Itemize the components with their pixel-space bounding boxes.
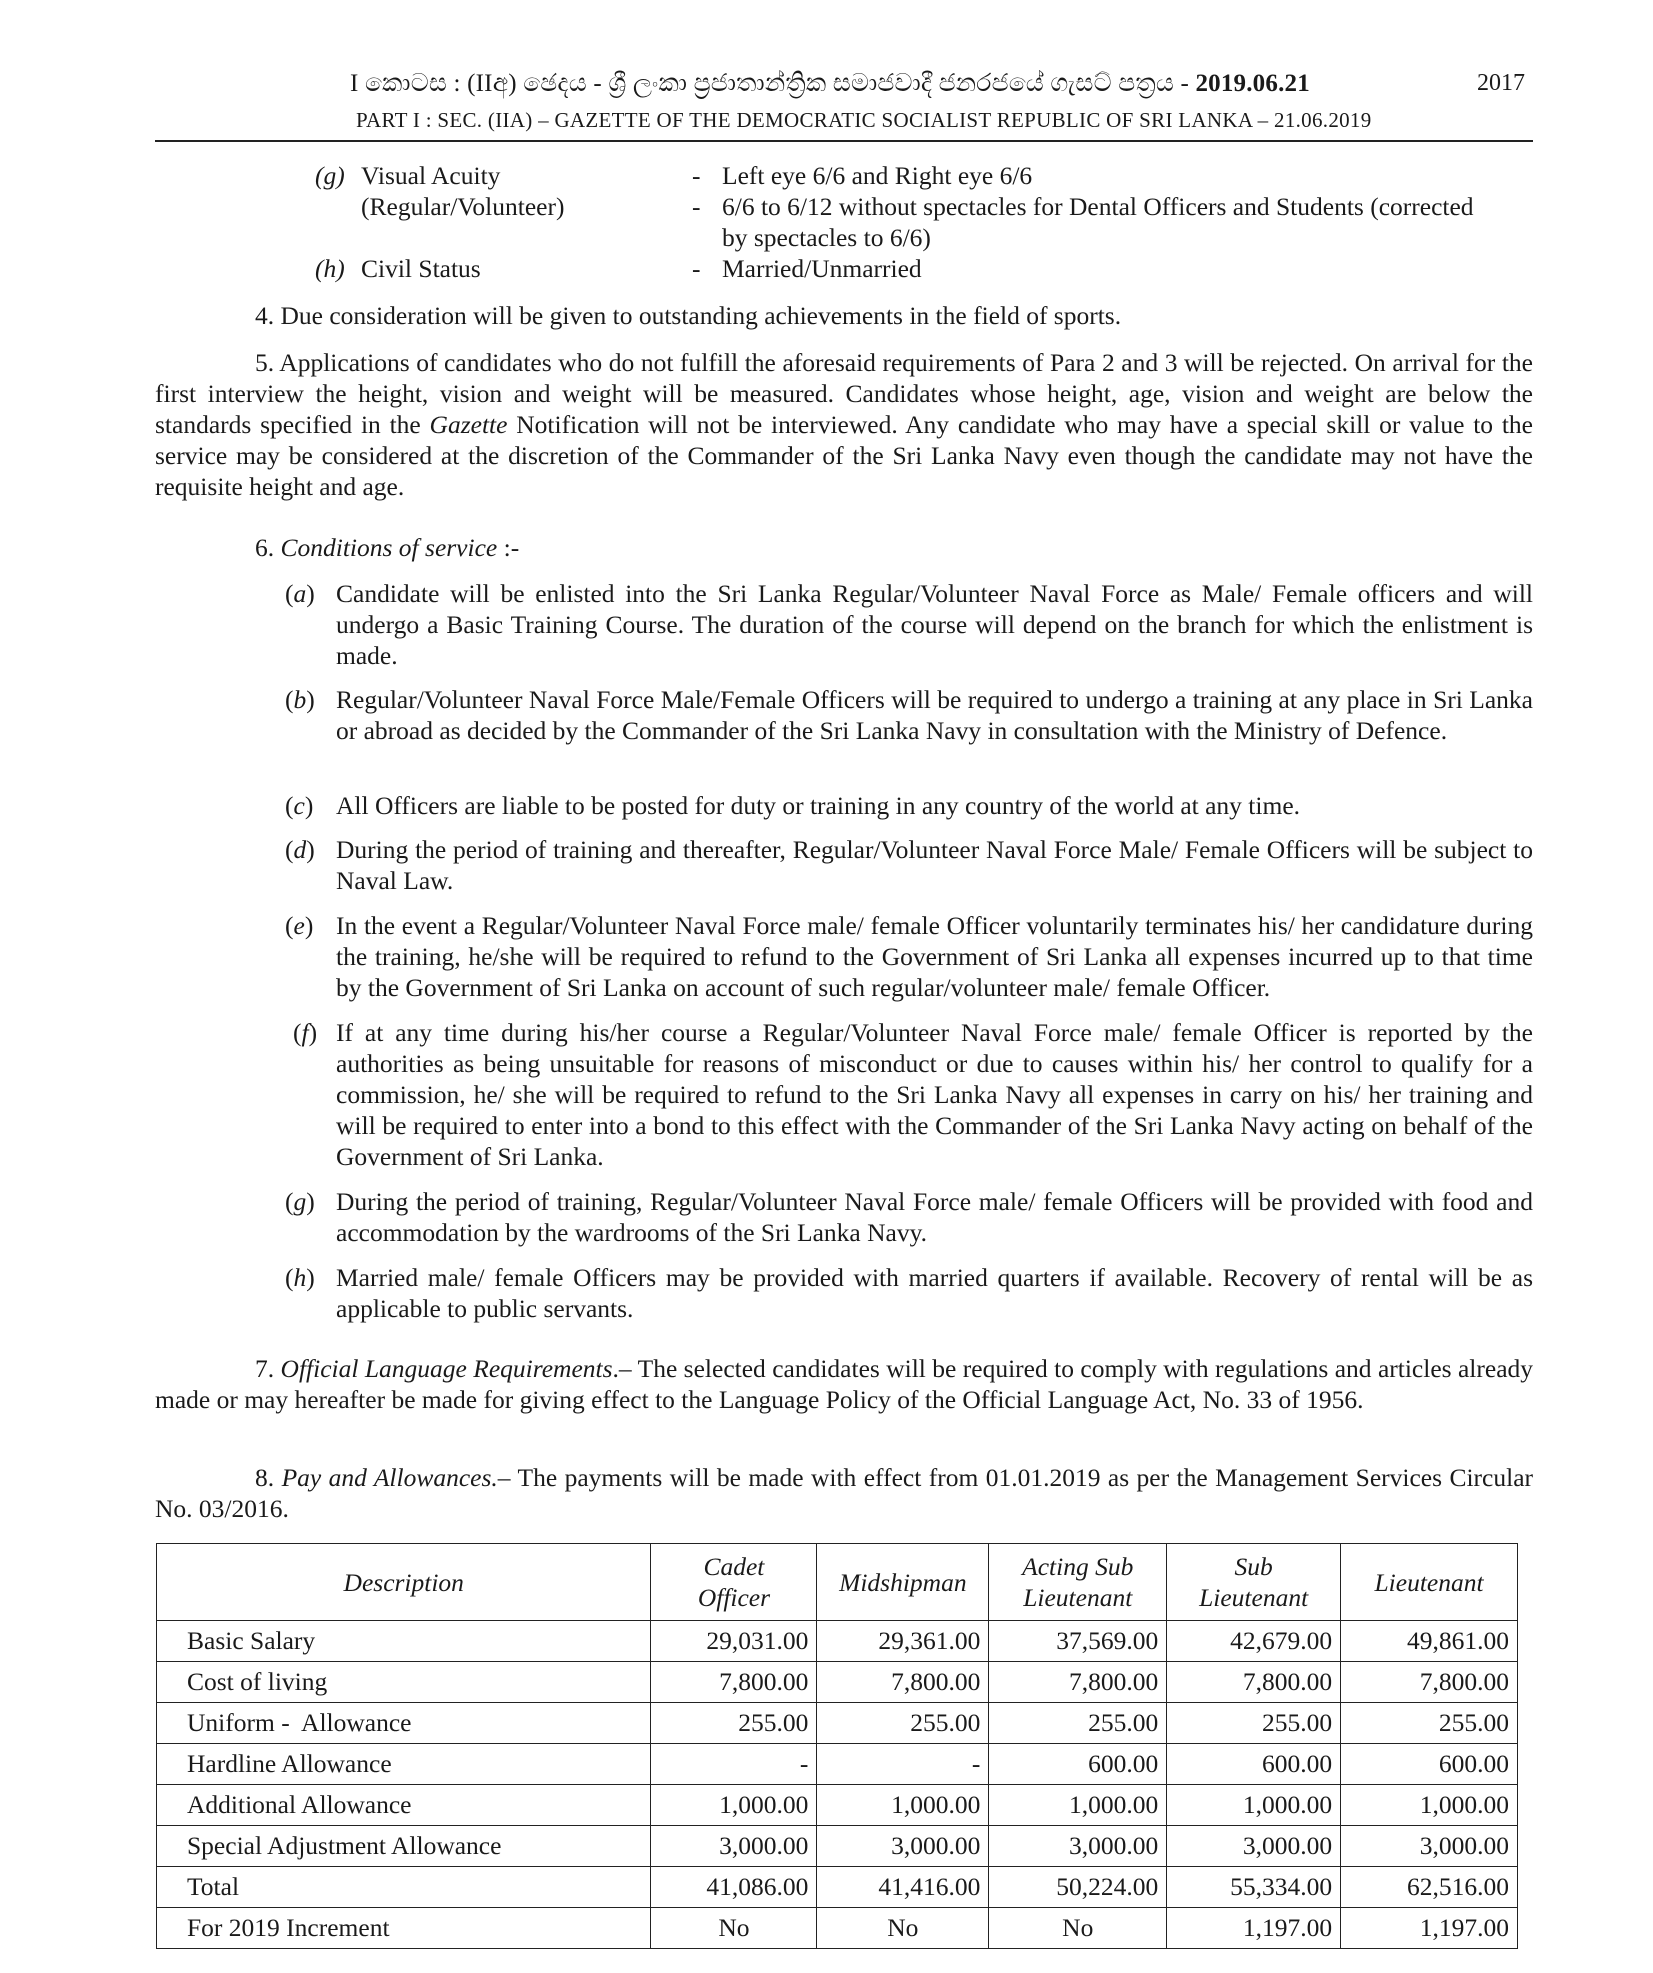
sinhala-header-text: I කොටස : (IIඅ) ඡෙදය - ශ්‍රී ලංකා ප්‍රජාතාන්ත්‍රික සමාජවාදී ජනරජයේ ගැසට් පත්‍රය - bbox=[350, 70, 1189, 97]
condition-item-label: (b) bbox=[285, 685, 315, 714]
spec-g-value1: Left eye 6/6 and Right eye 6/6 bbox=[722, 161, 1033, 190]
table-cell: 50,224.00 bbox=[989, 1867, 1167, 1908]
table-cell: No bbox=[989, 1908, 1167, 1949]
page-number: 2017 bbox=[1477, 70, 1525, 96]
paragraph-5: 5. Applications of candidates who do not fulfill the aforesaid requirements of Para 2 and 3 will be rejected. On arrival for the first interview the height, vision and weight will be measured. Candidates whose height, age, vision and weight are below the standards specified in the Gazette Notification will not be interviewed. Any candidate who may have a special skill or value to the service may be considered at the discretion of the Commander of the Sri Lanka Navy even though the candidate may not have the requisite height and age. bbox=[155, 348, 1533, 501]
table-cell: - bbox=[817, 1744, 989, 1785]
column-header-description: Description bbox=[157, 1544, 651, 1621]
paragraph-8: 8. Pay and Allowances.– The payments will be made with effect from 01.01.2019 as per the Management Services Circular No. 03/2016. bbox=[155, 1463, 1534, 1523]
table-cell: 255.00 bbox=[817, 1703, 989, 1744]
table-cell: 600.00 bbox=[989, 1744, 1167, 1785]
table-cell: 255.00 bbox=[651, 1703, 817, 1744]
english-header: PART I : SEC. (IIA) – GAZETTE OF THE DEMOCRATIC SOCIALIST REPUBLIC OF SRI LANKA – 21.06.2019 bbox=[356, 108, 1372, 132]
table-cell: 62,516.00 bbox=[1341, 1867, 1518, 1908]
condition-item-b bbox=[285, 684, 1533, 746]
column-header-lieutenant: Lieutenant bbox=[1341, 1544, 1518, 1621]
condition-item-label: (a) bbox=[285, 579, 315, 608]
condition-item-a bbox=[285, 578, 1533, 671]
table-cell: 1,000.00 bbox=[1167, 1785, 1341, 1826]
table-cell: 55,334.00 bbox=[1167, 1867, 1341, 1908]
gazette-term: Gazette bbox=[429, 410, 508, 439]
spec-g-title: Visual Acuity bbox=[361, 161, 501, 190]
spec-g-subtitle: (Regular/Volunteer) bbox=[361, 192, 565, 221]
table-cell: 1,000.00 bbox=[989, 1785, 1167, 1826]
condition-item-c bbox=[285, 790, 1533, 821]
paragraph-4: 4. Due consideration will be given to outstanding achievements in the field of sports. bbox=[255, 301, 1122, 330]
sinhala-header bbox=[350, 70, 1310, 98]
condition-item-label: (h) bbox=[285, 1263, 315, 1292]
table-cell: 3,000.00 bbox=[1167, 1826, 1341, 1867]
header-rule bbox=[155, 140, 1533, 142]
table-row bbox=[157, 1662, 1518, 1703]
table-cell: Hardline Allowance bbox=[157, 1744, 651, 1785]
table-cell: 29,361.00 bbox=[817, 1621, 989, 1662]
table-header-row bbox=[157, 1544, 1518, 1621]
table-cell: 41,086.00 bbox=[651, 1867, 817, 1908]
table-cell: Special Adjustment Allowance bbox=[157, 1826, 651, 1867]
table-cell: 1,000.00 bbox=[817, 1785, 989, 1826]
spec-h-value: Married/Unmarried bbox=[722, 254, 922, 283]
table-cell: 255.00 bbox=[1341, 1703, 1518, 1744]
table-row bbox=[157, 1908, 1518, 1949]
table-cell: - bbox=[651, 1744, 817, 1785]
table-cell: 600.00 bbox=[1341, 1744, 1518, 1785]
table-cell: 255.00 bbox=[989, 1703, 1167, 1744]
table-cell: 37,569.00 bbox=[989, 1621, 1167, 1662]
table-cell: No bbox=[817, 1908, 989, 1949]
condition-item-label: (g) bbox=[285, 1187, 315, 1216]
table-cell: 7,800.00 bbox=[989, 1662, 1167, 1703]
table-cell: 7,800.00 bbox=[817, 1662, 989, 1703]
condition-item-h bbox=[285, 1262, 1533, 1324]
condition-item-label: (d) bbox=[285, 835, 315, 864]
condition-item-text: During the period of training and thereafter, Regular/Volunteer Naval Force Male/ Female Officers will be subject to Naval Law. bbox=[336, 835, 1533, 895]
table-row bbox=[157, 1785, 1518, 1826]
spec-g-value2: 6/6 to 6/12 without spectacles for Dental Officers and Students (corrected bbox=[722, 192, 1474, 221]
spec-h-title: Civil Status bbox=[361, 254, 481, 283]
column-header-sub-lieutenant: Sub Lieutenant bbox=[1167, 1544, 1341, 1621]
table-cell: Additional Allowance bbox=[157, 1785, 651, 1826]
table-cell: 7,800.00 bbox=[651, 1662, 817, 1703]
table-cell: 7,800.00 bbox=[1167, 1662, 1341, 1703]
table-cell: 29,031.00 bbox=[651, 1621, 817, 1662]
table-row bbox=[157, 1621, 1518, 1662]
condition-item-text: In the event a Regular/Volunteer Naval Force male/ female Officer voluntarily terminates his/ her candidature during the training, he/she will be required to refund to the Government of Sri Lanka all expenses incurred up to that time by the Government of Sri Lanka on account of such regular/volunteer male/ female Officer. bbox=[336, 911, 1533, 1002]
table-cell: 1,000.00 bbox=[1341, 1785, 1518, 1826]
pay-allowances-table bbox=[156, 1543, 1518, 1949]
spec-g-dash1: - bbox=[692, 161, 701, 190]
condition-item-g bbox=[285, 1186, 1533, 1248]
table-cell: 3,000.00 bbox=[651, 1826, 817, 1867]
table-cell: 3,000.00 bbox=[989, 1826, 1167, 1867]
condition-item-text: If at any time during his/her course a Regular/Volunteer Naval Force male/ female Officer is reported by the authorities as being unsuitable for reasons of misconduct or due to causes within his/ her control to qualify for a commission, he/ she will be required to refund to the Sri Lanka Navy all expenses in carry on his/ her training and will be required to enter into a bond to this effect with the Commander of the Sri Lanka Navy acting on behalf of the Government of Sri Lanka. bbox=[336, 1018, 1533, 1171]
spec-g-value3: by spectacles to 6/6) bbox=[722, 223, 931, 252]
condition-item-label: (f) bbox=[293, 1018, 318, 1047]
table-cell: 3,000.00 bbox=[817, 1826, 989, 1867]
table-cell: 1,000.00 bbox=[651, 1785, 817, 1826]
table-cell: Cost of living bbox=[157, 1662, 651, 1703]
condition-item-text: Candidate will be enlisted into the Sri Lanka Regular/Volunteer Naval Force as Male/ Female officers and will undergo a Basic Training Course. The duration of the course will depend on the branch for which the enlistment is made. bbox=[336, 579, 1533, 670]
table-cell: Total bbox=[157, 1867, 651, 1908]
column-header-acting-sub-lieutenant: Acting Sub Lieutenant bbox=[989, 1544, 1167, 1621]
spec-g-label: (g) bbox=[315, 161, 345, 190]
condition-item-text: Regular/Volunteer Naval Force Male/Female Officers will be required to undergo a training at any place in Sri Lanka or abroad as decided by the Commander of the Sri Lanka Navy in consultation with the Ministry of Defence. bbox=[336, 685, 1533, 745]
spec-g-dash2: - bbox=[692, 192, 701, 221]
table-cell: Uniform - Allowance bbox=[157, 1703, 651, 1744]
spec-h-label: (h) bbox=[315, 254, 345, 283]
spec-h-dash: - bbox=[692, 254, 701, 283]
condition-item-f bbox=[285, 1017, 1533, 1172]
table-cell: 1,197.00 bbox=[1341, 1908, 1518, 1949]
table-cell: For 2019 Increment bbox=[157, 1908, 651, 1949]
paragraph-7: 7. Official Language Requirements.– The selected candidates will be required to comply with regulations and articles already made or may hereafter be made for giving effect to the Language Policy of the Official Language Act, No. 33 of 1956. bbox=[155, 1354, 1534, 1414]
column-header-cadet-officer: Cadet Officer bbox=[651, 1544, 817, 1621]
table-cell: 41,416.00 bbox=[817, 1867, 989, 1908]
condition-item-text: During the period of training, Regular/Volunteer Naval Force male/ female Officers will be provided with food and accommodation by the wardrooms of the Sri Lanka Navy. bbox=[336, 1187, 1533, 1247]
table-row bbox=[157, 1703, 1518, 1744]
table-row bbox=[157, 1826, 1518, 1867]
condition-item-e bbox=[285, 910, 1533, 1003]
table-cell: Basic Salary bbox=[157, 1621, 651, 1662]
table-cell: 49,861.00 bbox=[1341, 1621, 1518, 1662]
condition-item-d bbox=[285, 834, 1533, 896]
condition-item-text: Married male/ female Officers may be provided with married quarters if available. Recovery of rental will be as applicable to public servants. bbox=[336, 1263, 1533, 1323]
table-row bbox=[157, 1867, 1518, 1908]
table-cell: No bbox=[651, 1908, 817, 1949]
table-cell: 255.00 bbox=[1167, 1703, 1341, 1744]
table-cell: 1,197.00 bbox=[1167, 1908, 1341, 1949]
table-cell: 7,800.00 bbox=[1341, 1662, 1518, 1703]
sinhala-header-date: 2019.06.21 bbox=[1195, 70, 1310, 97]
condition-item-label: (c) bbox=[285, 791, 314, 820]
condition-item-text: All Officers are liable to be posted for duty or training in any country of the world at any time. bbox=[336, 791, 1301, 820]
condition-item-label: (e) bbox=[285, 911, 314, 940]
table-row bbox=[157, 1744, 1518, 1785]
paragraph-6-heading: 6. Conditions of service :- bbox=[255, 533, 520, 562]
table-cell: 600.00 bbox=[1167, 1744, 1341, 1785]
table-cell: 3,000.00 bbox=[1341, 1826, 1518, 1867]
column-header-midshipman: Midshipman bbox=[817, 1544, 989, 1621]
table-cell: 42,679.00 bbox=[1167, 1621, 1341, 1662]
